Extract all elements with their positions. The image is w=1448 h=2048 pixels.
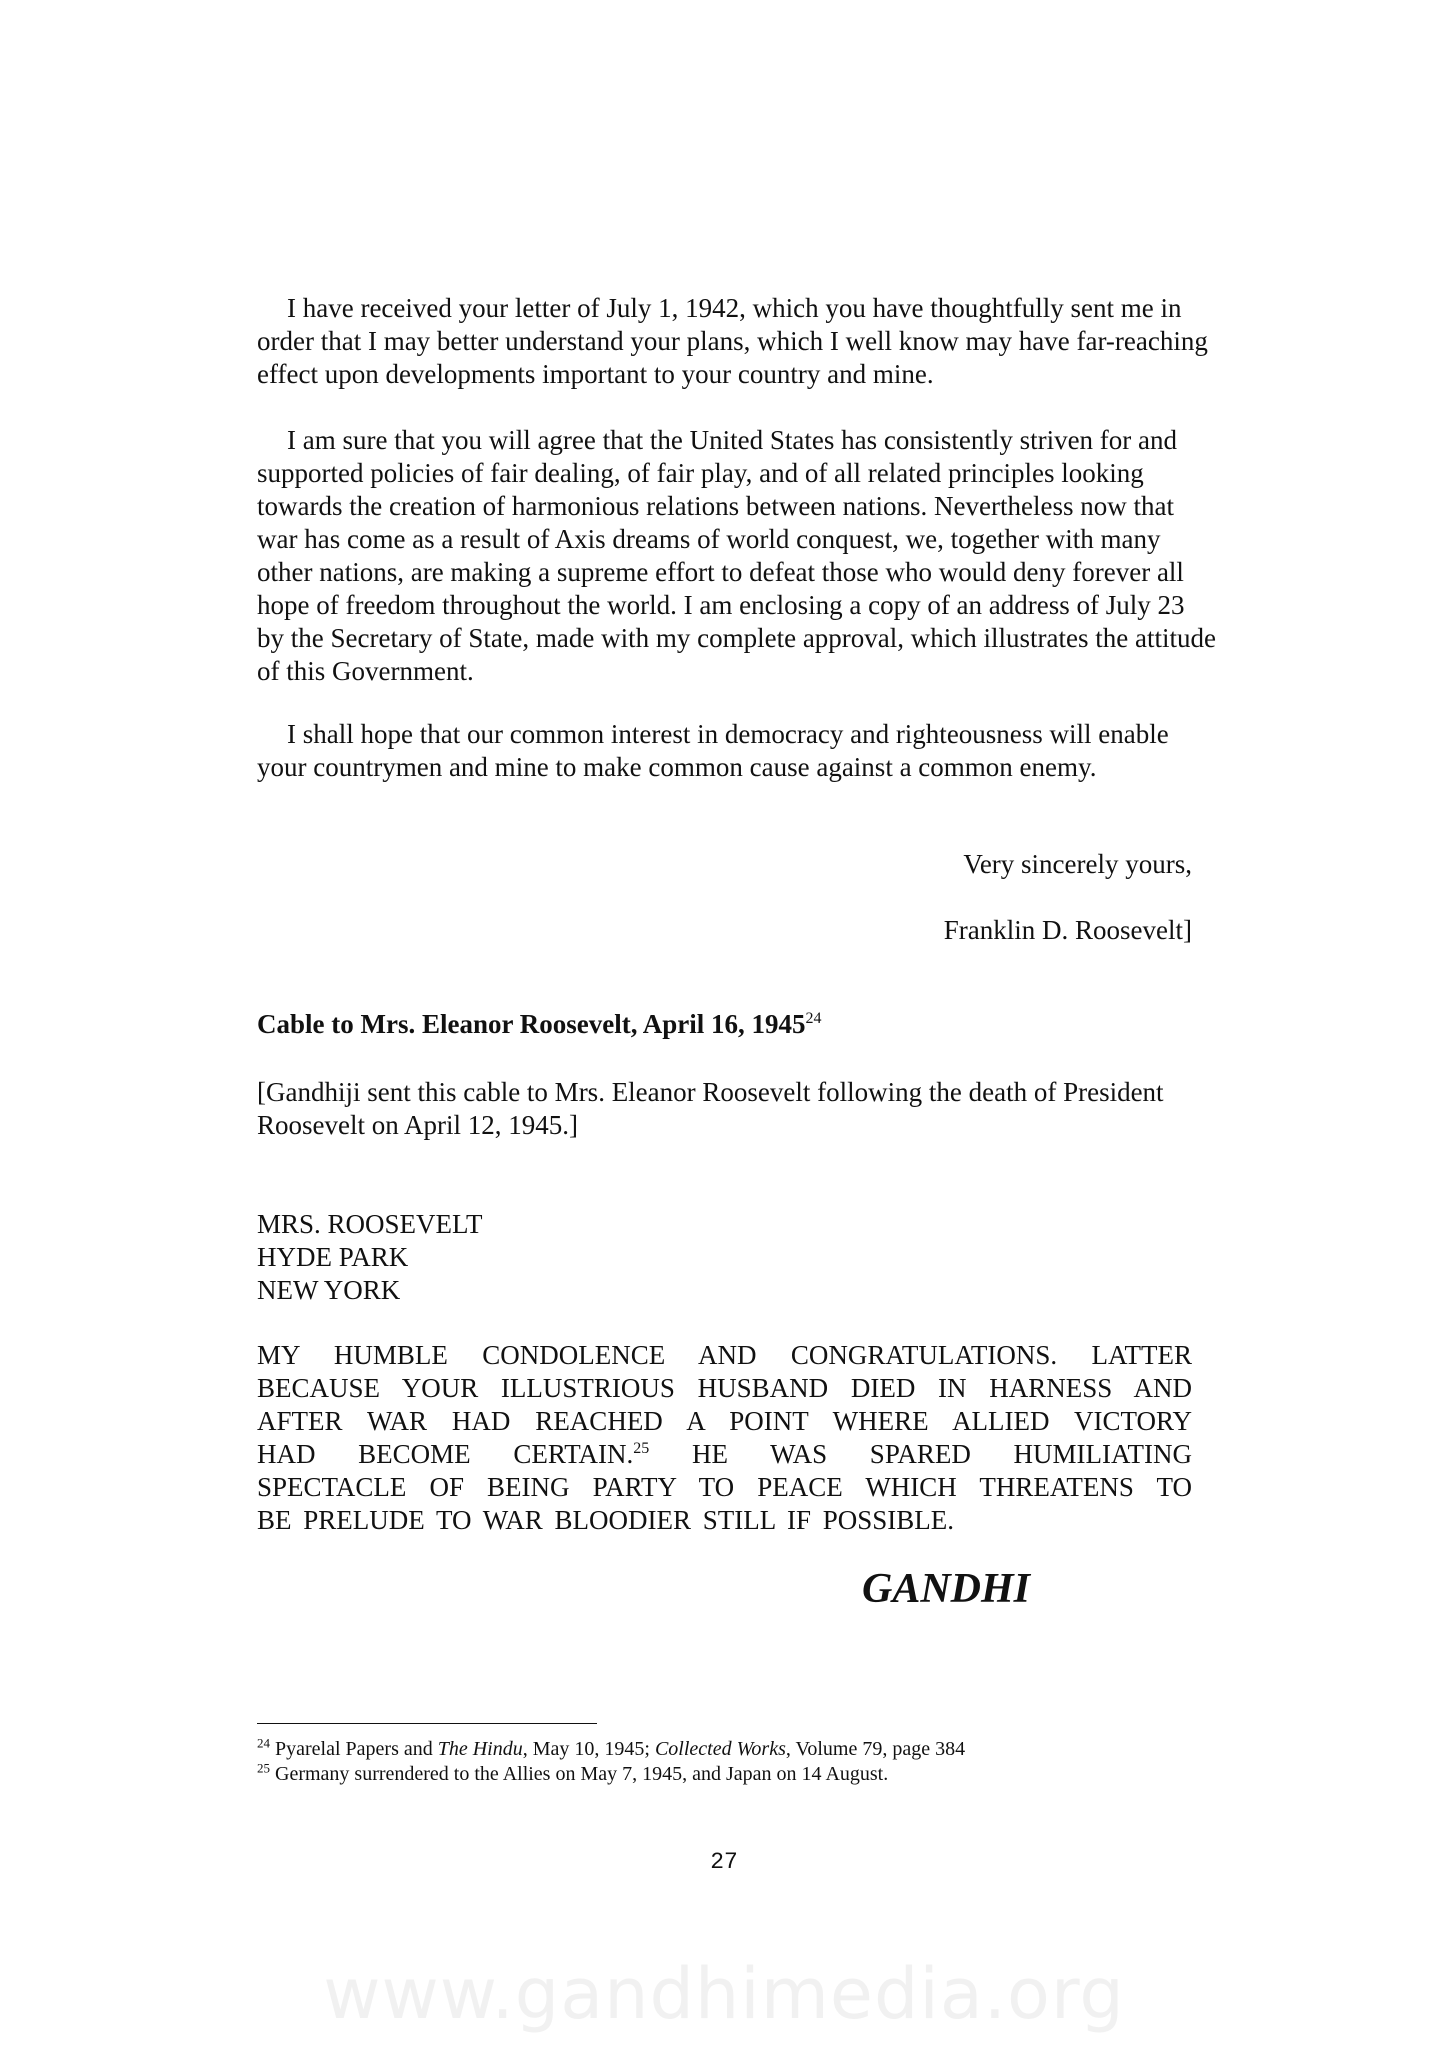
footnote xyxy=(257,1762,888,1786)
cable-address xyxy=(257,1208,483,1307)
letter-paragraph-text: I am sure that you will agree that the United States has consistently striven for and supported policies of fair dealing, of fair play, and of all related principles looking towards the creation of harmonious relations between nations. Nevertheless now that war has come as a result of Axis dreams of world conquest, we, together with many other nations, are making a supreme effort to defeat those who would deny forever all hope of freedom throughout the world. I am enclosing a copy of an address of July 23 by the Secretary of State, made with my complete approval, which illustrates the attitude of this Government. xyxy=(257,425,1216,686)
footnote-number: 25 xyxy=(257,1760,270,1776)
cable-line: SPECTACLE OF BEING PARTY TO PEACE WHICH THREATENS TO xyxy=(257,1472,1192,1502)
cable-line: BECAUSE YOUR ILLUSTRIOUS HUSBAND DIED IN HARNESS AND xyxy=(257,1373,1192,1403)
footnote-title: Collected Works xyxy=(654,1738,786,1760)
footnote-divider xyxy=(257,1723,597,1724)
section-heading xyxy=(257,1008,821,1041)
footnote-ref-24: 24 xyxy=(805,1010,822,1027)
address-line: MRS. ROOSEVELT xyxy=(257,1209,483,1239)
letter-paragraph-text: I shall hope that our common interest in democracy and righteousness will enable your countrymen and mine to make common cause against a common enemy. xyxy=(257,719,1169,782)
footnote-number: 24 xyxy=(257,1735,270,1751)
letter-paragraph-text: I have received your letter of July 1, 1942, which you have thoughtfully sent me in order that I may better understand your plans, which I well know may have far-reaching effect upon developments important to your country and mine. xyxy=(257,293,1208,389)
address-line: NEW YORK xyxy=(257,1275,401,1305)
watermark: www.gandhimedia.org xyxy=(323,1953,1125,2035)
address-line: HYDE PARK xyxy=(257,1242,409,1272)
letter-paragraph xyxy=(257,718,1217,784)
letter-closing: Very sincerely yours, xyxy=(963,849,1192,879)
cable-line: MY HUMBLE CONDOLENCE AND CONGRATULATIONS. LATTER xyxy=(257,1340,1192,1370)
cable-line-text: HAD BECOME CERTAIN. xyxy=(257,1439,634,1469)
cable-line: AFTER WAR HAD REACHED A POINT WHERE ALLIED VICTORY xyxy=(257,1406,1192,1436)
footnote-title: The Hindu xyxy=(437,1738,523,1760)
cable-body xyxy=(257,1339,1192,1537)
footnote xyxy=(257,1737,965,1761)
cable-line: BE PRELUDE TO WAR BLOODIER STILL IF POSSIBLE. xyxy=(257,1505,955,1535)
letter-paragraph xyxy=(257,424,1217,688)
footnote-text: , May 10, 1945; xyxy=(522,1738,655,1760)
cable-line-text: HE WAS SPARED HUMILIATING xyxy=(691,1439,1192,1469)
letter-signer: Franklin D. Roosevelt] xyxy=(943,915,1192,945)
section-heading-text: Cable to Mrs. Eleanor Roosevelt, April 16, 1945 xyxy=(257,1009,806,1039)
page-number: 27 xyxy=(710,1849,738,1875)
footnote-text: , Volume 79, page 384 xyxy=(785,1738,966,1760)
cable-signature: GANDHI xyxy=(862,1566,1031,1612)
cable-line xyxy=(257,1438,1192,1471)
editorial-note: [Gandhiji sent this cable to Mrs. Eleanor Roosevelt following the death of President Roosevelt on April 12, 1945.] xyxy=(257,1077,1164,1140)
footnote-text: Germany surrendered to the Allies on May 7, 1945, and Japan on 14 August. xyxy=(275,1763,889,1785)
footnote-ref-25: 25 xyxy=(633,1440,650,1457)
letter-paragraph xyxy=(257,292,1217,391)
footnote-text: Pyarelal Papers and xyxy=(275,1738,438,1760)
